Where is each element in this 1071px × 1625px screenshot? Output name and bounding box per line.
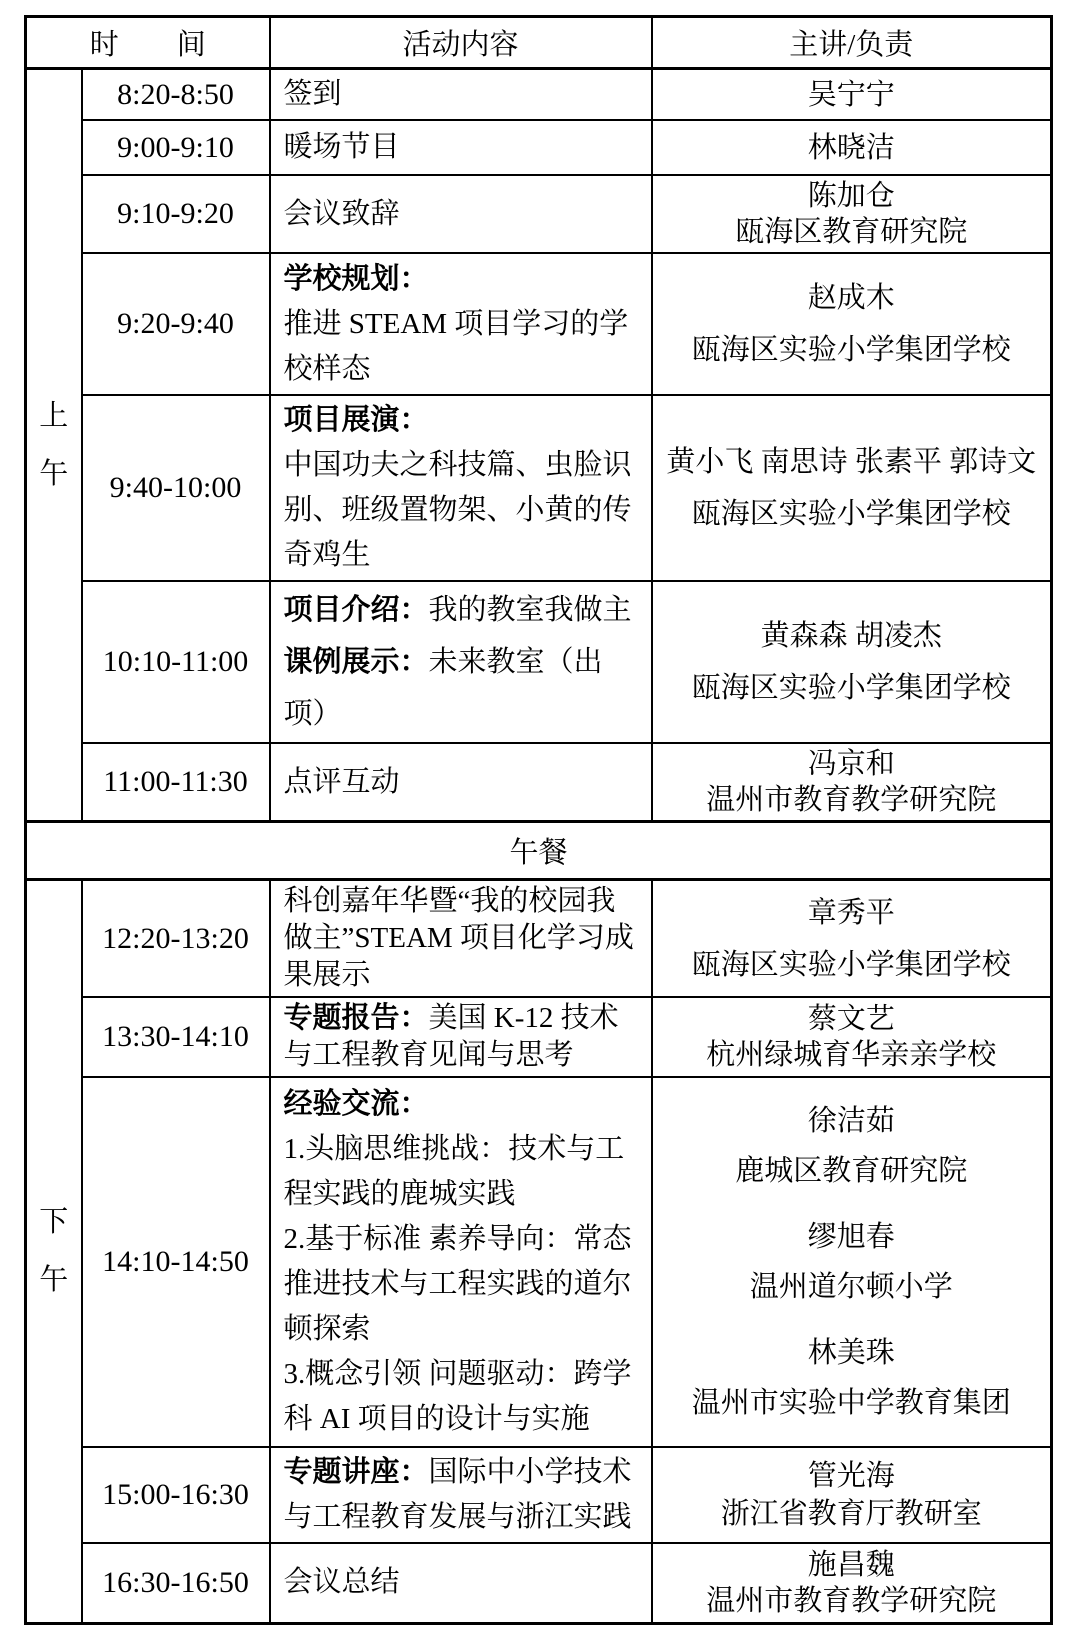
speaker-cell bbox=[652, 743, 1052, 822]
time-cell: 9:00-9:10 bbox=[82, 120, 270, 175]
speaker-line: 缪旭春 bbox=[807, 1221, 895, 1253]
speaker-line: 黄森森 胡凌杰 bbox=[760, 620, 942, 652]
table-row bbox=[26, 253, 1052, 395]
speaker-line: 管光海 bbox=[807, 1460, 895, 1492]
speaker-cell bbox=[652, 253, 1052, 395]
activity-cell bbox=[270, 581, 652, 743]
time-cell: 13:30-14:10 bbox=[82, 997, 270, 1077]
speaker-line: 黄小飞 南思诗 张素平 郭诗文 bbox=[666, 446, 1037, 478]
activity-label: 项目介绍： bbox=[283, 594, 429, 626]
speaker-line: 瓯海区实验小学集团学校 bbox=[691, 498, 1011, 530]
group-cell-morning bbox=[26, 69, 82, 822]
table-row bbox=[26, 1543, 1052, 1623]
group-label-morning: 上午 bbox=[39, 400, 69, 490]
speaker-line: 温州市教育教学研究院 bbox=[706, 784, 997, 816]
activity-line bbox=[284, 257, 641, 302]
speaker-cell bbox=[652, 69, 1052, 121]
activity-line: 1.头脑思维挑战：技术与工程实践的鹿城实践 bbox=[283, 1133, 625, 1210]
activity-cell bbox=[270, 395, 652, 581]
speaker-line: 温州市教育教学研究院 bbox=[706, 1584, 997, 1617]
activity-line bbox=[284, 1450, 641, 1540]
activity-line: 科创嘉年华暨“我的校园我做主”STEAM 项目化学习成果展示 bbox=[283, 885, 634, 991]
header-speaker-cell: 主讲/负责 bbox=[652, 17, 1052, 69]
activity-cell bbox=[270, 1543, 652, 1623]
time-cell: 8:20-8:50 bbox=[82, 69, 270, 121]
activity-line: 2.基于标准 素养导向：常态推进技术与工程实践的道尔顿探索 bbox=[283, 1223, 632, 1345]
speaker-cell bbox=[652, 581, 1052, 743]
activity-label: 经验交流： bbox=[283, 1088, 429, 1120]
activity-line bbox=[284, 1000, 641, 1074]
time-cell: 12:20-13:20 bbox=[82, 880, 270, 998]
activity-line bbox=[284, 1082, 641, 1127]
speaker-line: 赵成木 bbox=[807, 282, 895, 314]
speaker-line: 瓯海区实验小学集团学校 bbox=[691, 948, 1011, 981]
time-cell: 14:10-14:50 bbox=[82, 1077, 270, 1447]
speaker-line: 鹿城区教育研究院 bbox=[735, 1155, 968, 1187]
speaker-block bbox=[659, 1328, 1045, 1428]
speaker-line: 吴宁宁 bbox=[807, 78, 895, 111]
time-cell: 11:00-11:30 bbox=[82, 743, 270, 822]
table-row bbox=[26, 395, 1052, 581]
speaker-cell bbox=[652, 1077, 1052, 1447]
activity-text: 国际中小学技术与工程教育发展与浙江实践 bbox=[283, 1456, 632, 1533]
header-activity-cell: 活动内容 bbox=[270, 17, 652, 69]
activity-line: 签到 bbox=[283, 78, 342, 110]
speaker-line: 瓯海区教育研究院 bbox=[735, 216, 968, 248]
speaker-line: 杭州绿城育华亲亲学校 bbox=[706, 1039, 997, 1071]
table-row bbox=[26, 997, 1052, 1077]
speaker-line: 林美珠 bbox=[807, 1337, 895, 1369]
activity-cell bbox=[270, 253, 652, 395]
speaker-cell bbox=[652, 120, 1052, 175]
table-row bbox=[26, 743, 1052, 822]
activity-text: 美国 K-12 技术与工程教育见闻与思考 bbox=[283, 1002, 619, 1071]
speaker-line: 温州道尔顿小学 bbox=[749, 1271, 953, 1303]
activity-label: 专题讲座： bbox=[283, 1456, 429, 1488]
activity-label: 课例展示： bbox=[283, 646, 429, 678]
activity-cell bbox=[270, 880, 652, 998]
speaker-block bbox=[659, 1096, 1045, 1196]
activity-label: 专题报告： bbox=[283, 1002, 429, 1034]
table-row bbox=[26, 880, 1052, 998]
activity-line: 中国功夫之科技篇、虫脸识别、班级置物架、小黄的传奇鸡生 bbox=[283, 449, 632, 571]
speaker-line: 冯京和 bbox=[807, 748, 895, 780]
activity-cell bbox=[270, 175, 652, 253]
speaker-cell bbox=[652, 1543, 1052, 1623]
speaker-line: 章秀平 bbox=[807, 896, 895, 929]
activity-line bbox=[284, 636, 641, 740]
activity-line bbox=[284, 584, 641, 636]
table-row bbox=[26, 581, 1052, 743]
speaker-line: 陈加仓 bbox=[807, 180, 895, 212]
time-cell: 15:00-16:30 bbox=[82, 1447, 270, 1543]
table-row bbox=[26, 120, 1052, 175]
table-row bbox=[26, 1077, 1052, 1447]
activity-line: 推进 STEAM 项目学习的学校样态 bbox=[283, 307, 629, 385]
speaker-line: 蔡文艺 bbox=[807, 1003, 895, 1035]
activity-cell bbox=[270, 743, 652, 822]
speaker-cell bbox=[652, 997, 1052, 1077]
time-cell: 16:30-16:50 bbox=[82, 1543, 270, 1623]
speaker-blocks bbox=[659, 1080, 1045, 1444]
lunch-cell: 午餐 bbox=[26, 822, 1052, 880]
speaker-cell bbox=[652, 395, 1052, 581]
speaker-line: 徐洁茹 bbox=[807, 1105, 895, 1137]
header-row bbox=[26, 17, 1052, 69]
activity-text: 我的教室我做主 bbox=[428, 594, 632, 626]
speaker-block bbox=[659, 1212, 1045, 1312]
time-cell: 9:40-10:00 bbox=[82, 395, 270, 581]
activity-cell bbox=[270, 69, 652, 121]
speaker-line: 温州市实验中学教育集团 bbox=[691, 1387, 1011, 1419]
table-row bbox=[26, 69, 1052, 121]
speaker-line: 瓯海区实验小学集团学校 bbox=[691, 334, 1011, 366]
activity-cell bbox=[270, 1447, 652, 1543]
speaker-line: 施昌魏 bbox=[807, 1548, 895, 1581]
speaker-cell bbox=[652, 1447, 1052, 1543]
table-row bbox=[26, 1447, 1052, 1543]
activity-line: 会议总结 bbox=[283, 1566, 400, 1599]
table-row bbox=[26, 175, 1052, 253]
activity-cell bbox=[270, 120, 652, 175]
activity-line: 点评互动 bbox=[283, 765, 400, 798]
activity-label: 学校规划： bbox=[283, 262, 429, 295]
speaker-line: 瓯海区实验小学集团学校 bbox=[691, 672, 1011, 704]
activity-text: 未来教室（出项） bbox=[283, 646, 603, 730]
activity-label: 项目展演： bbox=[283, 404, 429, 436]
activity-line: 3.概念引领 问题驱动：跨学科 AI 项目的设计与实施 bbox=[283, 1358, 632, 1435]
group-label-afternoon: 下午 bbox=[39, 1206, 69, 1297]
activity-cell bbox=[270, 1077, 652, 1447]
speaker-line: 浙江省教育厅教研室 bbox=[720, 1498, 982, 1530]
group-cell-afternoon bbox=[26, 880, 82, 1624]
speaker-cell bbox=[652, 880, 1052, 998]
schedule-table bbox=[24, 15, 1053, 1625]
time-cell: 9:20-9:40 bbox=[82, 253, 270, 395]
speaker-line: 林晓洁 bbox=[807, 131, 895, 164]
activity-cell bbox=[270, 997, 652, 1077]
speaker-cell bbox=[652, 175, 1052, 253]
activity-line: 暖场节目 bbox=[283, 131, 400, 163]
time-cell: 9:10-9:20 bbox=[82, 175, 270, 253]
activity-line: 会议致辞 bbox=[283, 197, 400, 230]
header-time-cell: 时 间 bbox=[26, 17, 270, 69]
activity-line bbox=[284, 398, 641, 443]
lunch-row bbox=[26, 822, 1052, 880]
time-cell: 10:10-11:00 bbox=[82, 581, 270, 743]
